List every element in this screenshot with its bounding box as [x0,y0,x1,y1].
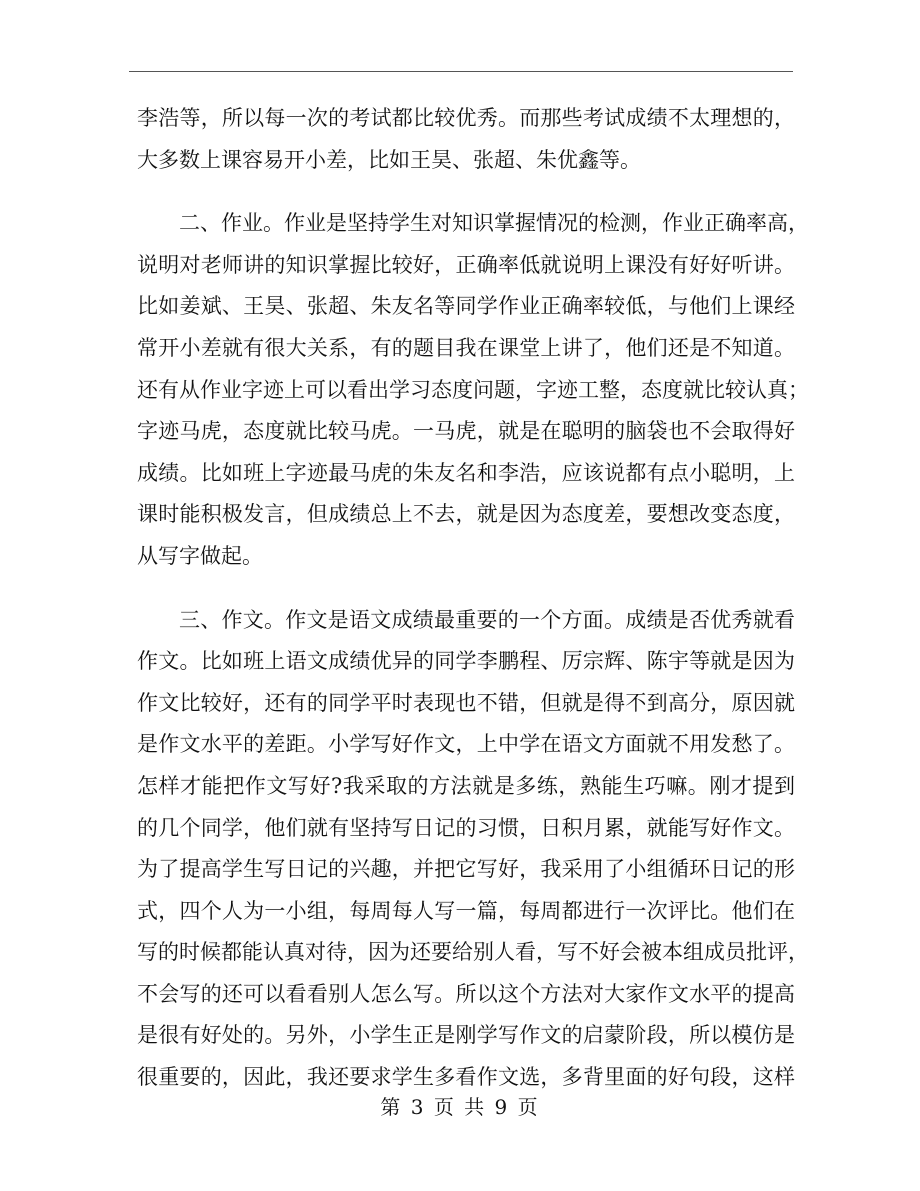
page-number: 第 3 页 共 9 页 [380,1095,540,1119]
text-line: 三、作文。作文是语文成绩最重要的一个方面。成绩是否优秀就看 [179,607,795,632]
text-line: 还有从作业字迹上可以看出学习态度问题，字迹工整，态度就比较认真； [137,377,809,402]
text-line: 课时能积极发言，但成绩总上不去，就是因为态度差，要想改变态度， [137,502,795,527]
paragraph [137,203,809,577]
text-line: 的几个同学，他们就有坚持写日记的习惯，日积月累，就能写好作文。 [137,815,795,840]
text-line: 很重要的，因此，我还要求学生多看作文选，多背里面的好句段，这样 [137,1065,795,1090]
text-line: 二、作业。作业是坚持学生对知识掌握情况的检测，作业正确率高， [179,211,809,236]
text-line: 不会写的还可以看看别人怎么写。所以这个方法对大家作文水平的提高 [137,981,795,1006]
text-line: 式，四个人为一小组，每周每人写一篇，每周都进行一次评比。他们在 [137,898,795,923]
text-line: 说明对老师讲的知识掌握比较好，正确率低就说明上课没有好好听讲。 [137,252,795,277]
paragraph [137,600,809,1099]
text-line: 是很有好处的。另外，小学生正是刚学写作文的启蒙阶段，所以模仿是 [137,1023,795,1048]
text-line: 作文。比如班上语文成绩优异的同学李鹏程、厉宗辉、陈宇等就是因为 [137,649,795,674]
text-line: 常开小差就有很大关系，有的题目我在课堂上讲了，他们还是不知道。 [137,335,795,360]
text-line: 写的时候都能认真对待，因为还要给别人看，写不好会被本组成员批评， [137,940,809,965]
text-line: 成绩。比如班上字迹最马虎的朱友名和李浩，应该说都有点小聪明，上 [137,460,795,485]
paragraph [137,98,795,181]
text-line: 是作文水平的差距。小学写好作文，上中学在语文方面就不用发愁了。 [137,732,795,757]
text-line: 比如姜斌、王昊、张超、朱友名等同学作业正确率较低，与他们上课经 [137,294,795,319]
document-body [137,98,809,1099]
text-line: 作文比较好，还有的同学平时表现也不错，但就是得不到高分，原因就 [137,690,795,715]
text-line: 从写字做起。 [137,543,263,568]
header-rule [129,71,793,72]
text-line: 大多数上课容易开小差，比如王昊、张超、朱优鑫等。 [137,147,641,172]
text-line: 怎样才能把作文写好?我采取的方法就是多练，熟能生巧嘛。刚才提到 [137,773,795,798]
text-line: 为了提高学生写日记的兴趣，并把它写好，我采用了小组循环日记的形 [137,857,795,882]
text-line: 字迹马虎，态度就比较马虎。一马虎，就是在聪明的脑袋也不会取得好 [137,419,795,444]
text-line: 李浩等，所以每一次的考试都比较优秀。而那些考试成绩不太理想的， [137,106,795,130]
